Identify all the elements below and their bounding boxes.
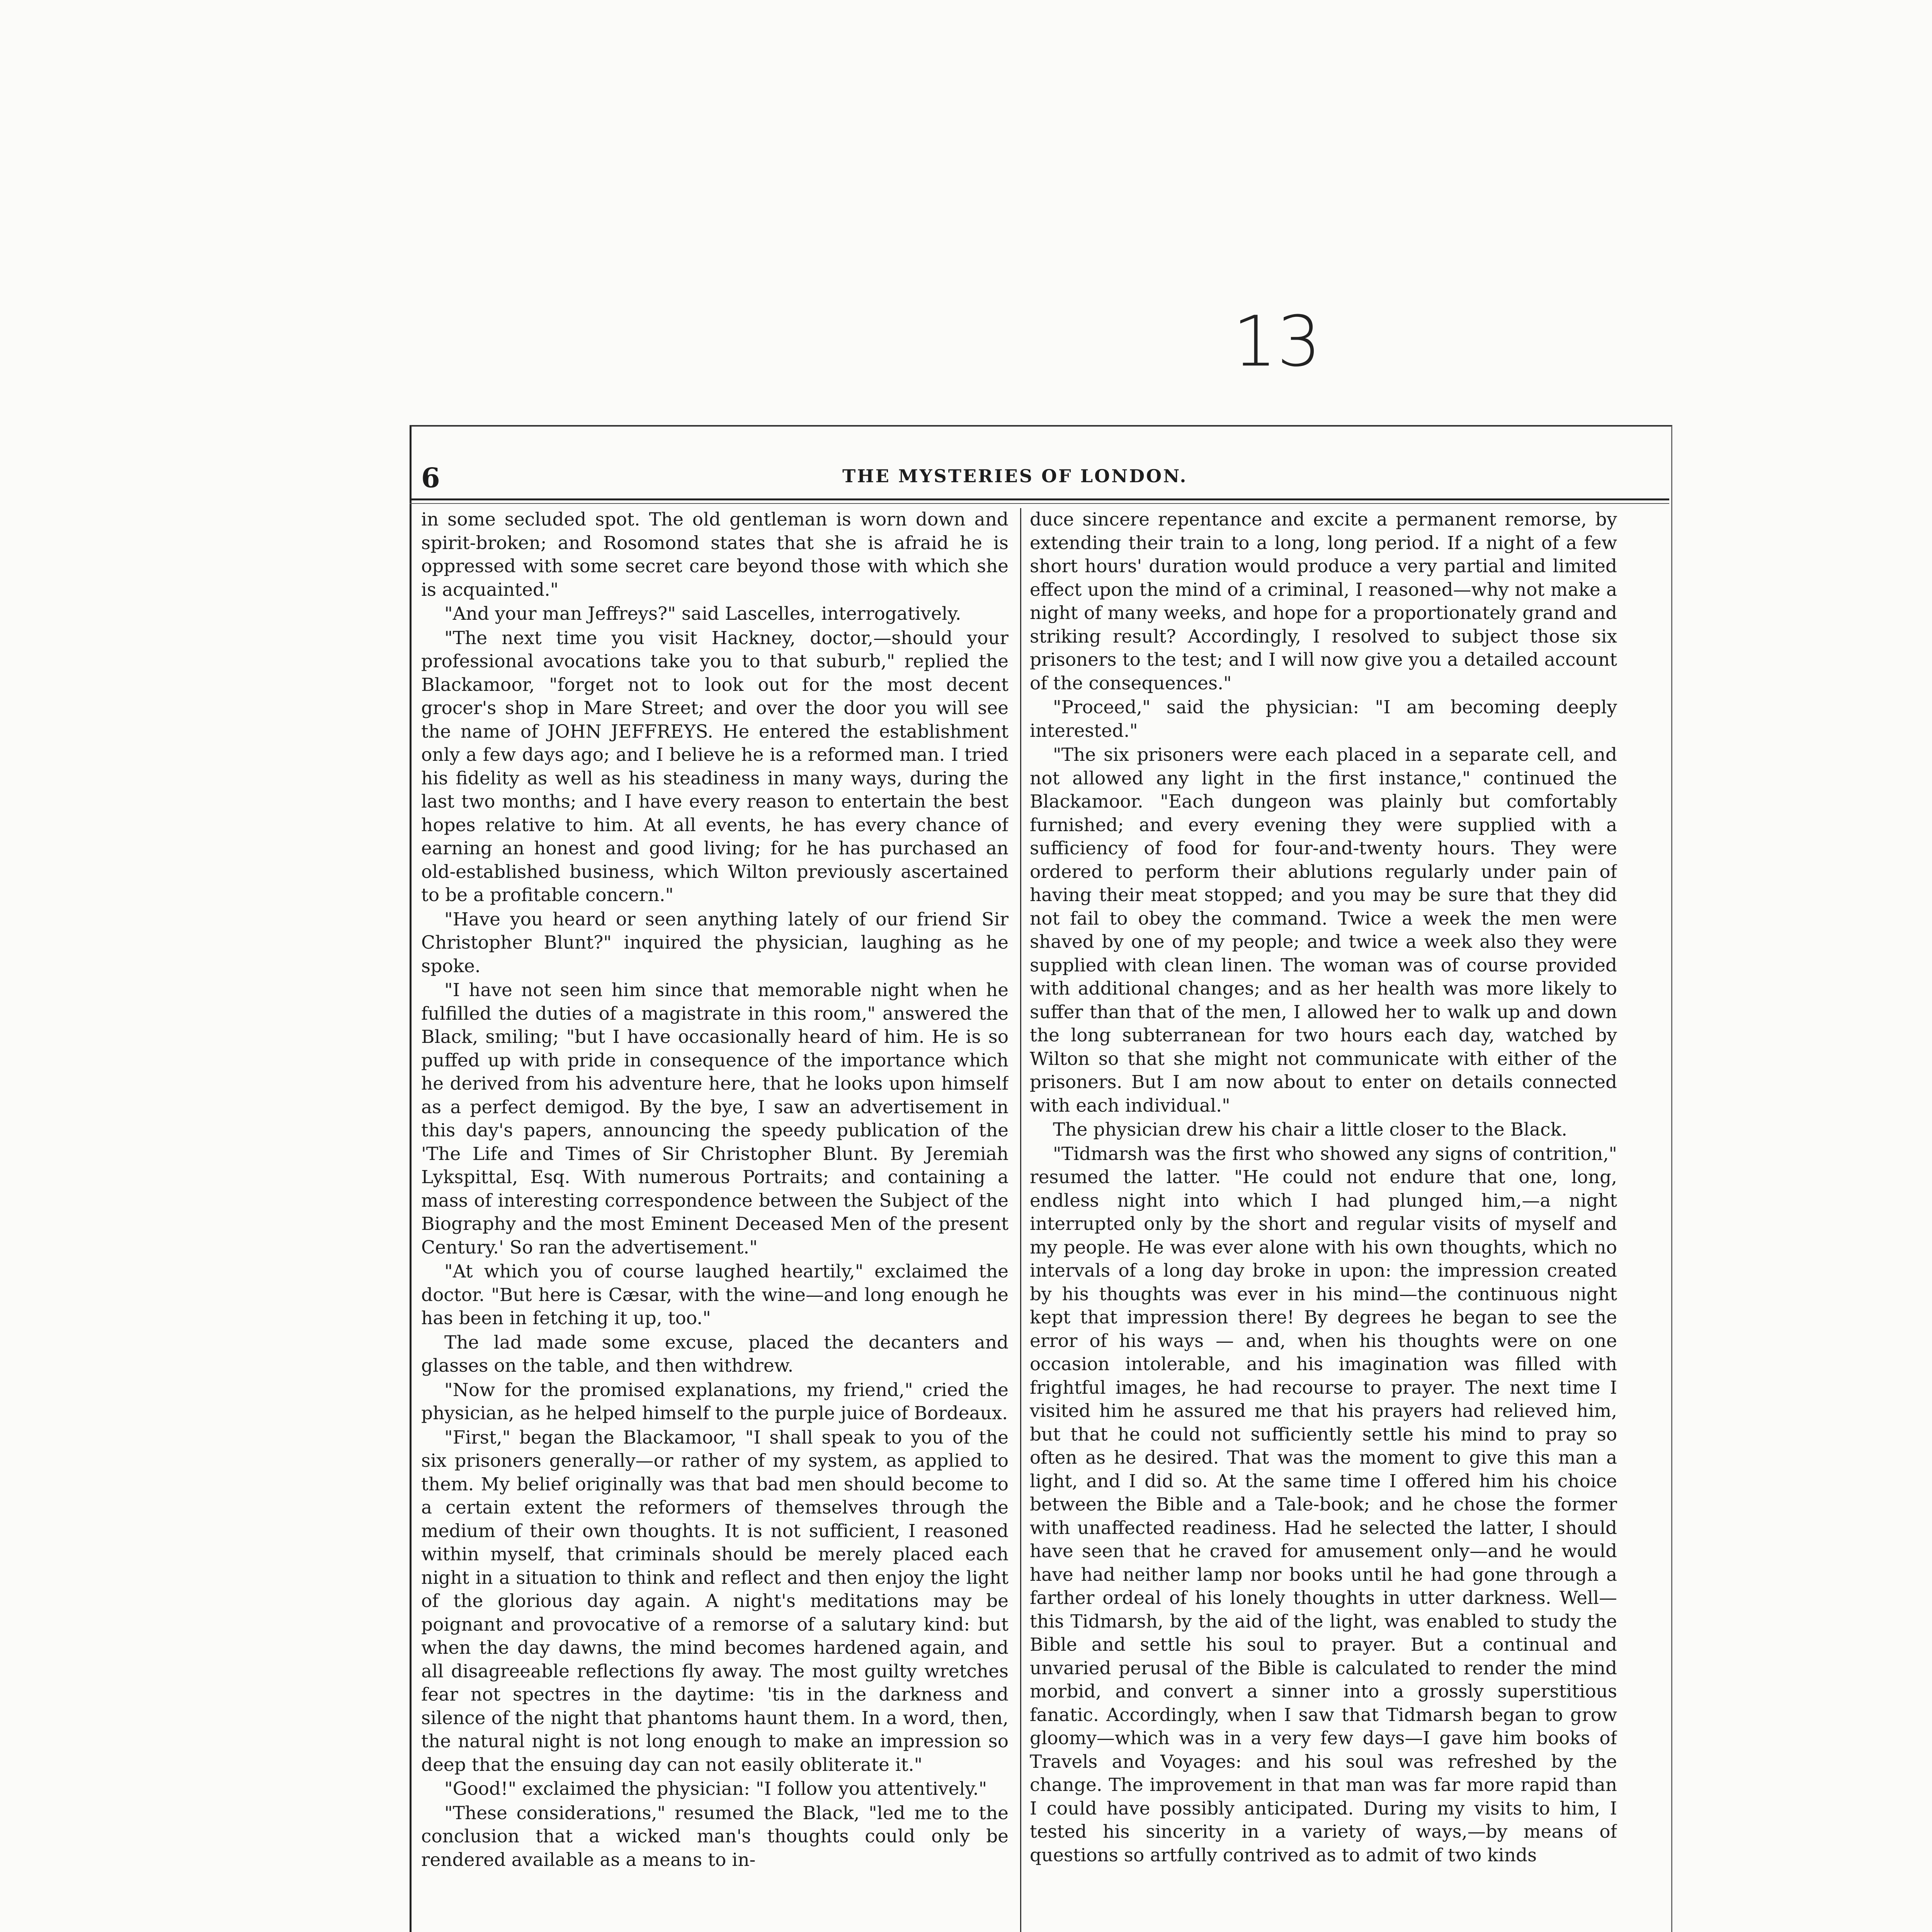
- paragraph: "At which you of course laughed heartily," exclaimed the doctor. "But here is Cæsar, with the wine—and long enough he has been in fetching it up, too.": [421, 1261, 1009, 1329]
- running-title: THE MYSTERIES OF LONDON.: [842, 466, 1188, 486]
- right-column: [1030, 508, 1617, 1932]
- paragraph: "First," began the Blackamoor, "I shall speak to you of the six prisoners generally—or rather of my system, as applied to them. My belief originally was that bad men should become to a certain extent the reformers of themselves through the medium of their own thoughts. It is not sufficient, I reasoned within myself, that criminals should be merely placed each night in a situation to think and reflect and then enjoy the light of the glorious day again. A night's meditations may be poignant and provocative of a remorse of a salutary kind: but when the day dawns, the mind becomes hardened again, and all disagreeable reflections fly away. The most guilty wretches fear not spectres in the daytime: 'tis in the darkness and silence of the night that phantoms haunt them. In a word, then, the natural night is not long enough to make an impression so deep that the ensuing day can not easily obliterate it.": [421, 1427, 1009, 1776]
- paragraph: "The next time you visit Hackney, doctor,—should your professional avocations take you to that suburb," replied the Blackamoor, "forget not to look out for the most decent grocer's shop in Mare Street; and over the door you will see the name of JOHN JEFFREYS. He entered the establishment only a few days ago; and I believe he is a reformed man. I tried his fidelity as well as his steadiness in many ways, during the last two months; and I have every reason to entertain the best hopes relative to him. At all events, he has every chance of earning an honest and good living; for he has purchased an old-established business, which Wilton previously ascertained to be a profitable concern.": [421, 627, 1009, 906]
- header-rule: [410, 498, 1669, 500]
- paragraph: "Have you heard or seen anything lately of our friend Sir Christopher Blunt?" inquired the physician, laughing as he spoke.: [421, 908, 1009, 977]
- column-divider: [1020, 508, 1021, 1932]
- left-column: [421, 508, 1009, 1932]
- paragraph: in some secluded spot. The old gentleman is worn down and spirit-broken; and Rosomond states that she is afraid he is oppressed with some secret care beyond those with which she is acquainted.": [421, 509, 1009, 600]
- paragraph: "The six prisoners were each placed in a separate cell, and not allowed any light in the first instance," continued the Blackamoor. "Each dungeon was plainly but comfortably furnished; and every evening they were supplied with a sufficiency of food for four-and-twenty hours. They were ordered to perform their ablutions regularly under pain of having their meat stopped; and you may be sure that they did not fail to obey the command. Twice a week the men were shaved by one of my people; and twice a week also they were supplied with clean linen. The woman was of course provided with additional changes; and as her health was more likely to suffer than that of the men, I allowed her to walk up and down the long subterranean for two hours each day, watched by Wilton so that she might not communicate with either of the prisoners. But I am now about to enter on details connected with each individual.": [1030, 744, 1617, 1116]
- paragraph: "Now for the promised explanations, my friend," cried the physician, as he helped himself to the purple juice of Bordeaux.: [421, 1379, 1009, 1424]
- paragraph: The physician drew his chair a little closer to the Black.: [1053, 1119, 1567, 1140]
- paragraph: "I have not seen him since that memorable night when he fulfilled the duties of a magistrate in this room," answered the Black, smiling; "but I have occasionally heard of him. He is so puffed up with pride in consequence of the importance which he derived from his adventure here, that he looks upon himself as a perfect demigod. By the bye, I saw an advertisement in this day's papers, announcing the speedy publication of the 'The Life and Times of Sir Christopher Blunt. By Jeremiah Lykspittal, Esq. With numerous Portraits; and containing a mass of interesting correspondence between the Subject of the Biography and the most Eminent Deceased Men of the present Century.' So ran the advertisement.": [421, 980, 1009, 1258]
- page-number: 6: [421, 462, 440, 494]
- paragraph: "Good!" exclaimed the physician: "I follow you attentively.": [444, 1778, 987, 1799]
- paragraph: "And your man Jeffreys?" said Lascelles, interrogatively.: [444, 603, 961, 624]
- paragraph: duce sincere repentance and excite a permanent remorse, by extending their train to a long, long period. If a night of a few short hours' duration would produce a very partial and limited effect upon the mind of a criminal, I reasoned—why not make a night of many weeks, and hope for a proportionately grand and striking result? Accordingly, I resolved to subject those six prisoners to the test; and I will now give you a detailed account of the consequences.": [1030, 509, 1617, 694]
- header-rule-secondary: [410, 503, 1669, 504]
- handwritten-page-mark: 13: [1233, 301, 1321, 382]
- paragraph: "Proceed," said the physician: "I am becoming deeply interested.": [1030, 697, 1617, 742]
- paragraph: The lad made some excuse, placed the decanters and glasses on the table, and then withdrew.: [421, 1332, 1009, 1376]
- paragraph: "Tidmarsh was the first who showed any signs of contrition," resumed the latter. "He could not endure that one, long, endless night into which I had plunged him,—a night interrupted only by the short and regular visits of myself and my people. He was ever alone with his own thoughts, which no intervals of a long day broke in upon: the impression created by his thoughts was ever in his mind—the continuous night kept that impression there! By degrees he began to see the error of his ways — and, when his thoughts were on one occasion intolerable, and his imagination was filled with frightful images, he had recourse to prayer. The next time I visited him he assured me that his prayers had relieved him, but that he could not sufficiently settle his mind to pray so often as he desired. That was the moment to give this man a light, and I did so. At the same time I offered him his choice between the Bible and a Tale-book; and he chose the former with unaffected readiness. Had he selected the latter, I should have seen that he craved for amusement only—and he would have had neither lamp nor books until he had gone through a farther ordeal of his lonely thoughts in utter darkness. Well—this Tidmarsh, by the aid of the light, was enabled to study the Bible and settle his soul to prayer. But a continual and unvaried perusal of the Bible is calculated to render the mind morbid, and convert a sinner into a grossly superstitious fanatic. Accordingly, when I saw that Tidmarsh began to grow gloomy—which was in a very few days—I gave him books of Travels and Voyages: and his soul was refreshed by the change. The improvement in that man was far more rapid than I could have possibly anticipated. During my visits to him, I tested his sincerity in a variety of ways,—by means of questions so artfully contrived as to admit of two kinds: [1030, 1143, 1617, 1866]
- paragraph: "These considerations," resumed the Black, "led me to the conclusion that a wicked man's thoughts could only be rendered available as a means to in-: [421, 1802, 1009, 1871]
